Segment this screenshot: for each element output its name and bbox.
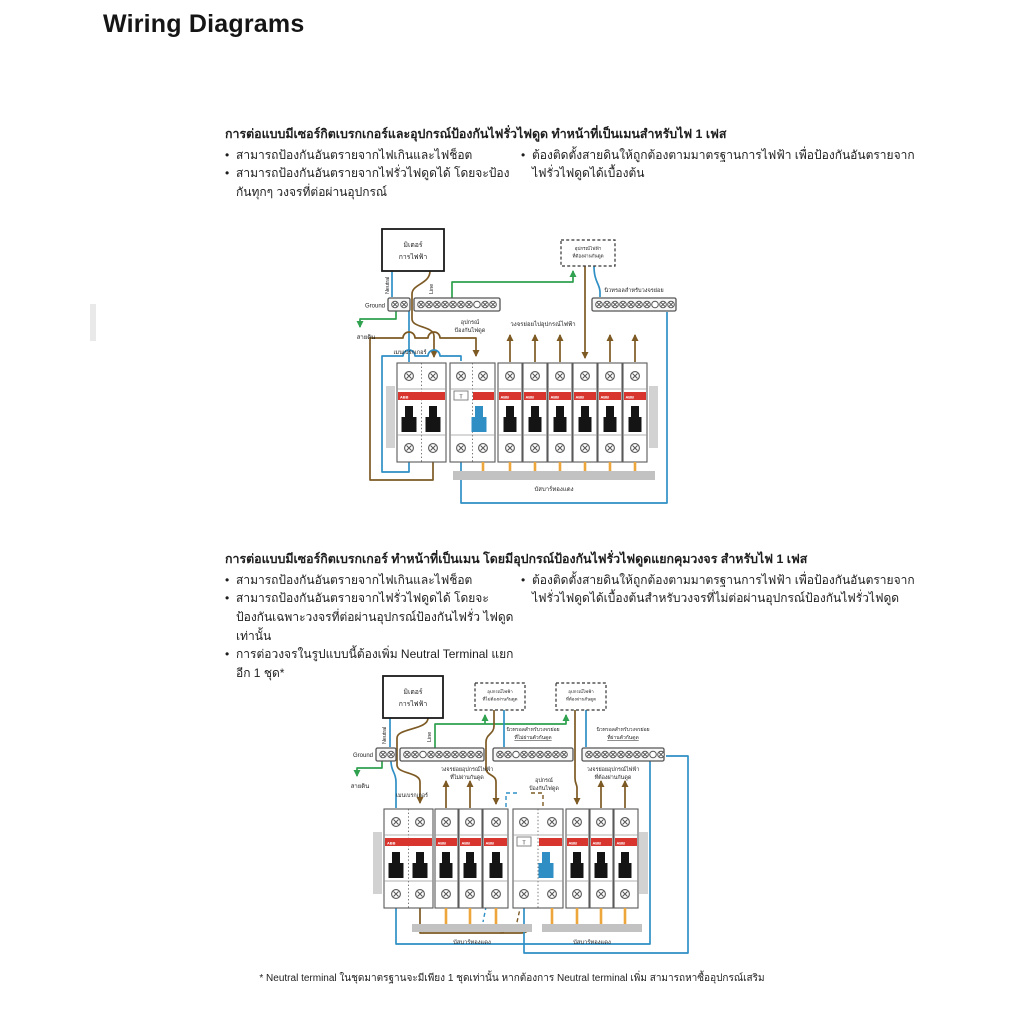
- d1-branch-breaker: [623, 363, 647, 462]
- bullet: • ต้องติดตั้งสายดินให้ถูกต้องตามมาตรฐานการไฟฟ้า เพื่อป้องกันอันตรายจากไฟรั่วไฟดูดได้เบื้องต้น: [521, 146, 921, 183]
- bullet: • สามารถป้องกันอันตรายจากไฟเกินและไฟช็อต: [225, 146, 521, 165]
- bullet: • สามารถป้องกันอันตรายจากไฟรั่วไฟดูดได้ โดยจะป้องกันทุกๆ วงจรที่ต่อผ่านอุปกรณ์: [225, 164, 521, 201]
- section-2-heading: การต่อแบบมีเซอร์กิตเบรกเกอร์ ทำหน้าที่เป็นเมน โดยมีอุปกรณ์ป้องกันไฟรั่วไฟดูดแยกคุมวงจร สำหรับไฟ 1 เฟส: [225, 552, 808, 566]
- svg-text:ABB: ABB: [485, 840, 494, 846]
- svg-text:ABB: ABB: [550, 394, 559, 400]
- d1-equipment-box-label-1: อุปกรณ์ไฟฟ้า: [574, 246, 602, 251]
- d2-main-breaker-label: เมนเบรกเกอร์: [396, 793, 428, 799]
- d2-rcd-device: [513, 809, 563, 908]
- svg-text:ABB: ABB: [616, 840, 625, 846]
- svg-text:ABB: ABB: [525, 394, 534, 400]
- svg-text:ABB: ABB: [600, 394, 609, 400]
- d2-neutral-bar-mid-label-2: ที่ไม่ผ่านตัวกันดูด: [514, 735, 552, 741]
- d1-branch-breaker: [598, 363, 622, 462]
- d1-rcd-device: [450, 363, 495, 462]
- d2-meter-box: [383, 676, 443, 718]
- section-2-bullets-left: [225, 571, 521, 683]
- d1-rcd-test-button: T: [459, 394, 463, 401]
- d2-branch-breaker: [566, 809, 589, 908]
- d1-neutral-label: Neutral: [385, 276, 391, 294]
- d1-copper-busbar: [453, 462, 655, 493]
- d2-branch-right-label-2: ที่ต้องผ่านกันดูด: [594, 775, 632, 781]
- d2-branch-breaker: [459, 809, 482, 908]
- svg-text:ABB: ABB: [500, 394, 509, 400]
- d2-equipment-box-right-label-1: อุปกรณ์ไฟฟ้า: [568, 689, 594, 694]
- left-edge-strip: [90, 304, 96, 341]
- bullet: • สามารถป้องกันอันตรายจากไฟเกินและไฟช็อต: [225, 571, 521, 590]
- d2-branch-breaker: [614, 809, 638, 908]
- wiring-diagram-2: [320, 672, 720, 972]
- d2-equipment-box-left: [475, 683, 525, 710]
- d1-branch-breakers: [498, 363, 647, 462]
- bullet: • การต่อวงจรในรูปแบบนี้ต้องเพิ่ม Neutral Terminal แยกอีก 1 ชุด*: [225, 645, 521, 682]
- d2-busbar-right-label: บัสบาร์ทองแดง: [573, 940, 611, 946]
- d2-neutral-bar-mid: [493, 726, 573, 761]
- d2-main-breaker: [384, 809, 433, 908]
- d1-rcd-label-2: ป้องกันไฟดูด: [454, 328, 486, 334]
- d2-branch-breaker: [483, 809, 508, 908]
- d1-equipment-box: [561, 240, 615, 266]
- d1-meter-label-2: การไฟฟ้า: [398, 254, 428, 261]
- d2-equipment-box-left-label-2: ที่ไม่ต้องผ่านกันดูด: [482, 696, 518, 702]
- d2-branch-breaker: [590, 809, 613, 908]
- page-title: Wiring Diagrams: [103, 10, 305, 38]
- d2-branch-right-label-1: วงจรย่อยอุปกรณ์ไฟฟ้า: [586, 767, 640, 773]
- d2-neutral-bar-right-label-1: นิวทรอลสำหรับวงจรย่อย: [596, 727, 650, 733]
- svg-text:ABB: ABB: [592, 840, 601, 846]
- d2-neutral-bar-right-label-2: ที่ผ่านตัวกันดูด: [607, 735, 639, 741]
- d2-ground-label: Ground: [352, 753, 373, 759]
- svg-text:ABB: ABB: [461, 840, 470, 846]
- d2-ground-wire-label: สายดิน: [350, 784, 370, 790]
- d1-ground-label: Ground: [364, 303, 385, 310]
- d2-equipment-box-right-label-2: ที่ต้องผ่านกันดูด: [566, 696, 596, 702]
- d2-meter-label-1: มิเตอร์: [403, 689, 423, 696]
- d2-meter-label-2: การไฟฟ้า: [398, 701, 428, 708]
- d2-branch-left-label-1: วงจรย่อยอุปกรณ์ไฟฟ้า: [440, 767, 494, 773]
- d1-busbar-label: บัสบาร์ทองแดง: [534, 487, 574, 493]
- section-1-bullets-right: [521, 146, 921, 183]
- footnote: * Neutral terminal ในชุดมาตรฐานจะมีเพียง 1 ชุดเท่านั้น หากต้องการ Neutral terminal เพิ่ม สามารถหาซื้ออุปกรณ์เสริม: [259, 973, 765, 984]
- d2-breaker-panel: [373, 809, 648, 908]
- d2-rcd-test-button: T: [522, 840, 526, 847]
- d2-rcd-label-1: อุปกรณ์: [535, 778, 553, 784]
- d2-rcd-label-2: ป้องกันไฟดูด: [529, 786, 559, 792]
- section-1-heading: การต่อแบบมีเซอร์กิตเบรกเกอร์และอุปกรณ์ป้องกันไฟรั่วไฟดูด ทำหน้าที่เป็นเมนสำหรับไฟ 1 เฟส: [225, 127, 727, 141]
- d1-equipment-box-label-2: ที่ต้องผ่านกันดูด: [572, 253, 604, 259]
- svg-text:ABB: ABB: [575, 394, 584, 400]
- d1-meter-box: [382, 229, 444, 271]
- d1-main-breaker-label: เมนเบรกเกอร์: [393, 350, 427, 356]
- d1-neutral-bar-label: นิวทรอลสำหรับวงจรย่อย: [604, 288, 664, 294]
- d2-neutral-bar-mid-label-1: นิวทรอลสำหรับวงจรย่อย: [506, 727, 560, 733]
- d1-main-brand: ABB: [400, 394, 409, 400]
- d2-neutral-bar-right: [582, 726, 664, 761]
- section-2-bullets-right: [521, 571, 921, 608]
- d1-branch-breaker: [548, 363, 572, 462]
- section-2: [225, 551, 931, 682]
- d2-busbar-left-label: บัสบาร์ทองแดง: [453, 940, 491, 946]
- d1-meter-label-1: มิเตอร์: [403, 242, 423, 249]
- d2-copper-busbar-left: [412, 908, 532, 946]
- d2-copper-busbar-right: [542, 908, 642, 946]
- d1-line-label: Line: [429, 283, 435, 294]
- d1-branch-breaker: [523, 363, 547, 462]
- d1-main-breaker: [397, 363, 446, 462]
- d1-ground-bar: [365, 298, 500, 311]
- d1-branch-breaker: [573, 363, 597, 462]
- d1-neutral-bar: [592, 287, 676, 311]
- d2-neutral-label: Neutral: [382, 726, 388, 744]
- svg-text:ABB: ABB: [625, 394, 634, 400]
- d2-equipment-box-left-label-1: อุปกรณ์ไฟฟ้า: [487, 689, 513, 694]
- d2-ground-bar: [353, 748, 484, 761]
- d1-breaker-panel: [386, 363, 658, 462]
- d1-branch-label: วงจรย่อยไปอุปกรณ์ไฟฟ้า: [510, 322, 576, 328]
- d2-branch-breaker: [435, 809, 458, 908]
- d1-branch-breaker: [498, 363, 522, 462]
- d1-rcd-label-1: อุปกรณ์: [460, 320, 480, 326]
- svg-text:ABB: ABB: [437, 840, 446, 846]
- svg-text:ABB: ABB: [568, 840, 577, 846]
- d1-ground-wire-label: สายดิน: [356, 335, 376, 341]
- section-1: [225, 126, 931, 202]
- d2-line-label: Line: [427, 731, 433, 742]
- d2-branch-left-label-2: ที่ไม่ผ่านกันดูด: [450, 775, 484, 781]
- bullet: • ต้องติดตั้งสายดินให้ถูกต้องตามมาตรฐานการไฟฟ้า เพื่อป้องกันอันตรายจากไฟรั่วไฟดูดได้เบื้องต้นสำหรับวงจรที่ไม่ต่อผ่านอุปกรณ์ป้องกันไฟรั่วไฟดูด: [521, 571, 921, 608]
- bullet: • สามารถป้องกันอันตรายจากไฟรั่วไฟดูดได้ โดยจะป้องกันเฉพาะวงจรที่ต่อผ่านอุปกรณ์ป้องกันไฟรั่ว ไฟดูดเท่านั้น: [225, 589, 521, 645]
- wiring-diagram-1: [330, 226, 700, 522]
- d2-main-brand: ABB: [387, 840, 396, 846]
- d2-equipment-box-right: [556, 683, 606, 710]
- section-1-bullets-left: [225, 146, 521, 202]
